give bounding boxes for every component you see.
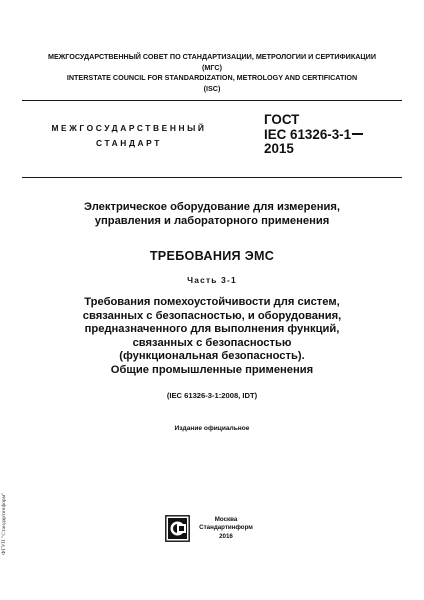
edition-label: Издание официальное — [174, 425, 250, 432]
title-divider — [22, 177, 402, 178]
req-line: Требования помехоустойчивости для систем, — [84, 296, 340, 308]
req-line: Общие промышленные применения — [110, 363, 314, 376]
main-title: ТРЕБОВАНИЯ ЭМС — [149, 249, 275, 263]
gost-number: IEC 61326-3-1 — [264, 126, 352, 142]
council-name-en: INTERSTATE COUNCIL FOR STANDARDIZATION, METROLOGY AND CERTIFICATION — [66, 73, 358, 83]
standard-type — [44, 121, 214, 151]
req-line: связанных с безопасностью, и оборудования, — [82, 309, 342, 322]
requirements-title — [22, 296, 402, 378]
header-divider — [22, 100, 402, 101]
council-name-ru: МЕЖГОСУДАРСТВЕННЫЙ СОВЕТ ПО СТАНДАРТИЗАЦИИ, МЕТРОЛОГИИ И СЕРТИФИКАЦИИ — [47, 52, 377, 61]
publisher-name: Стандартинформ — [199, 524, 253, 532]
publisher-block — [196, 516, 256, 541]
standartinform-logo-icon — [165, 515, 190, 542]
publisher-city: Москва — [214, 516, 238, 523]
req-line: связанных с безопасностью — [132, 336, 292, 349]
req-line: предназначенного для выполнения функций, — [84, 323, 340, 336]
subject-title — [22, 200, 402, 228]
standard-type-line1: МЕЖГОСУДАРСТВЕННЫЙ — [51, 123, 207, 133]
subject-line-1: Электрическое оборудование для измерения, — [84, 201, 340, 213]
council-abbr-ru: (МГС) — [202, 62, 222, 72]
gost-designation — [264, 113, 363, 157]
em-dash — [352, 133, 363, 135]
subject-line-2: управления и лабораторного применения — [94, 215, 330, 227]
iec-reference: (IEC 61326-3-1:2008, IDT) — [166, 391, 258, 400]
gost-label: ГОСТ — [264, 112, 300, 127]
council-header — [22, 52, 402, 94]
req-line: (функциональная безопасность). — [119, 350, 305, 363]
side-watermark: ФГУП "Стандартинформ" — [1, 492, 7, 555]
publisher-year: 2016 — [219, 532, 233, 540]
part-number: Часть 3-1 — [187, 275, 237, 285]
gost-year: 2015 — [264, 141, 294, 156]
council-abbr-en: (ISC) — [203, 83, 221, 93]
standard-type-line2: СТАНДАРТ — [96, 138, 162, 148]
